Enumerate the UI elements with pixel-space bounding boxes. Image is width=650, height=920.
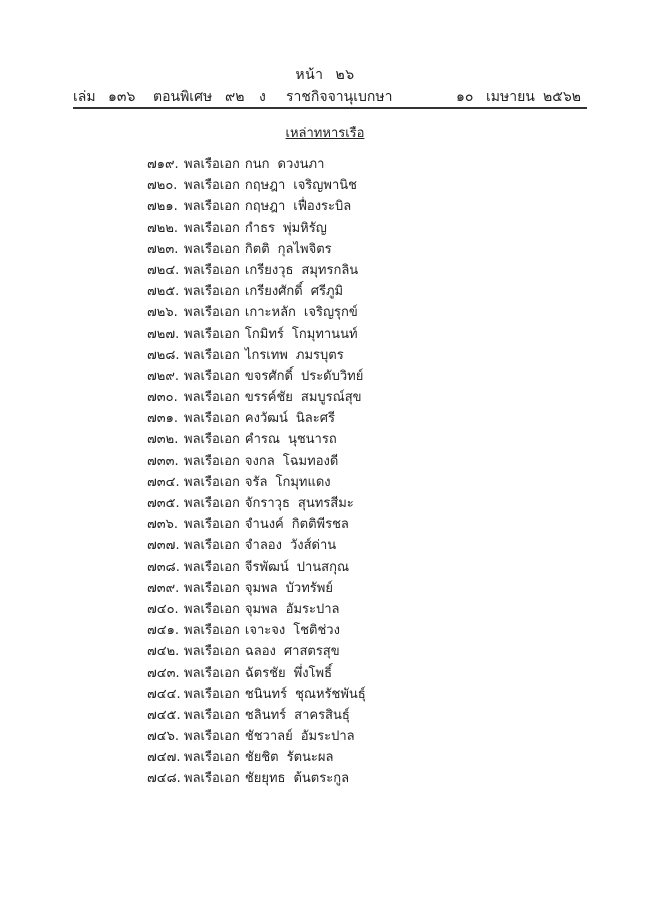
entry-last-name: วังส์ด่าน bbox=[289, 538, 337, 554]
entry-last-name: เฟื่องระบิล bbox=[293, 199, 352, 215]
date-day: ๑๐ bbox=[456, 89, 474, 105]
entry-number: ๗๒๓. bbox=[147, 241, 179, 257]
entry-rank: พลเรือเอก bbox=[184, 665, 240, 681]
entry-first-name: จรัล bbox=[244, 474, 268, 490]
list-item bbox=[147, 641, 366, 662]
entry-number: ๗๓๓. bbox=[147, 453, 179, 469]
list-item bbox=[147, 366, 366, 387]
list-item bbox=[147, 429, 366, 450]
entry-number: ๗๔๑. bbox=[147, 623, 179, 639]
section-letter: ง bbox=[259, 89, 266, 105]
entry-rank: พลเรือเอก bbox=[184, 241, 240, 257]
entry-rank: พลเรือเอก bbox=[184, 729, 240, 745]
publication-name: ราชกิจจานุเบกษา bbox=[286, 89, 393, 105]
list-item bbox=[147, 684, 366, 705]
entry-rank: พลเรือเอก bbox=[184, 496, 240, 511]
section-number: ๙๒ bbox=[225, 89, 245, 105]
entry-last-name: ต้นตระกูล bbox=[293, 771, 350, 787]
entry-first-name: กฤษฎา bbox=[244, 178, 286, 194]
entry-first-name: ชัยยุทธ bbox=[244, 771, 286, 787]
list-item bbox=[147, 663, 366, 684]
list-item bbox=[147, 514, 366, 535]
entry-first-name: จักราวุธ bbox=[244, 496, 290, 511]
entry-last-name: สาครสินธุ์ bbox=[294, 707, 350, 723]
entry-last-name: ศรีภูมิ bbox=[310, 284, 344, 300]
entry-number: ๗๓๙. bbox=[147, 580, 180, 596]
entry-rank: พลเรือเอก bbox=[184, 220, 240, 236]
entry-last-name: ปานสกุณ bbox=[296, 559, 350, 575]
entry-number: ๗๔๗. bbox=[147, 750, 181, 766]
entry-rank: พลเรือเอก bbox=[184, 750, 240, 766]
entry-first-name: ฉัตรชัย bbox=[244, 665, 286, 681]
entry-rank: พลเรือเอก bbox=[184, 644, 240, 660]
entry-rank: พลเรือเอก bbox=[184, 390, 240, 406]
entry-first-name: เกาะหลัก bbox=[244, 305, 296, 321]
entry-last-name: โกมุทานนท์ bbox=[291, 326, 358, 342]
entry-last-name: โกมุทแดง bbox=[275, 474, 331, 490]
entry-rank: พลเรือเอก bbox=[184, 178, 240, 194]
list-item bbox=[147, 557, 366, 578]
entry-last-name: ภมรบุตร bbox=[295, 347, 344, 363]
entry-rank: พลเรือเอก bbox=[184, 559, 240, 575]
entry-first-name: เกรียงวุธ bbox=[244, 262, 294, 278]
entry-first-name: ขจรศักดิ์ bbox=[244, 368, 293, 384]
entry-number: ๗๒๑. bbox=[147, 199, 178, 215]
page-number-value: ๒๖ bbox=[335, 67, 355, 83]
list-item bbox=[147, 535, 366, 556]
entry-number: ๗๒๕. bbox=[147, 284, 180, 300]
entry-last-name: พุ่มหิรัญ bbox=[283, 220, 327, 236]
volume-label: เล่ม bbox=[73, 89, 96, 105]
entry-rank: พลเรือเอก bbox=[184, 157, 240, 172]
entry-rank: พลเรือเอก bbox=[184, 199, 240, 215]
page-label: หน้า bbox=[295, 67, 324, 83]
list-item bbox=[147, 620, 366, 641]
entry-last-name: กิตติพีรชล bbox=[291, 517, 349, 533]
list-item bbox=[147, 472, 366, 493]
list-item bbox=[147, 281, 366, 302]
entry-first-name: เกรียงศักดิ์ bbox=[244, 284, 303, 300]
entry-rank: พลเรือเอก bbox=[184, 411, 240, 427]
list-item bbox=[147, 196, 366, 217]
entry-first-name: จุมพล bbox=[244, 601, 278, 617]
entry-last-name: โฉมทองดี bbox=[282, 453, 339, 469]
entry-rank: พลเรือเอก bbox=[184, 623, 240, 639]
entry-rank: พลเรือเอก bbox=[184, 284, 240, 300]
list-item bbox=[147, 599, 366, 620]
list-item bbox=[147, 387, 366, 408]
entry-number: ๗๒๙. bbox=[147, 368, 179, 384]
entry-first-name: จำลอง bbox=[244, 538, 282, 554]
entry-number: ๗๒๗. bbox=[147, 326, 180, 342]
list-item bbox=[147, 493, 366, 514]
entry-number: ๗๒๘. bbox=[147, 347, 180, 363]
list-item bbox=[147, 578, 366, 599]
entry-first-name: คำรณ bbox=[244, 432, 280, 448]
list-item bbox=[147, 218, 366, 239]
entry-number: ๗๑๙. bbox=[147, 157, 179, 172]
entry-rank: พลเรือเอก bbox=[184, 686, 240, 702]
entry-last-name: อัมระปาล bbox=[300, 729, 355, 745]
list-item bbox=[147, 451, 366, 472]
entry-last-name: ศาสตรสุข bbox=[283, 644, 340, 660]
entry-last-name: พึ่งโพธิ์ bbox=[293, 665, 333, 681]
entry-first-name: โกมิทร์ bbox=[244, 326, 284, 342]
entry-last-name: สุนทรสีมะ bbox=[297, 496, 354, 511]
entry-first-name: จำนงค์ bbox=[244, 517, 284, 533]
entry-last-name: ดวงนภา bbox=[277, 157, 325, 172]
entry-last-name: รัตนะผล bbox=[286, 750, 334, 766]
entry-last-name: อัมระปาล bbox=[285, 601, 340, 617]
list-item bbox=[147, 239, 366, 260]
list-item bbox=[147, 747, 366, 768]
entry-number: ๗๒๔. bbox=[147, 262, 180, 278]
entry-first-name: กฤษฎา bbox=[244, 199, 286, 215]
entry-rank: พลเรือเอก bbox=[184, 453, 240, 469]
list-item bbox=[147, 175, 366, 196]
volume-number: ๑๓๖ bbox=[108, 89, 136, 105]
entry-rank: พลเรือเอก bbox=[184, 326, 240, 342]
entry-first-name: กิตติ bbox=[244, 241, 270, 257]
entry-number: ๗๓๕. bbox=[147, 496, 180, 511]
entry-rank: พลเรือเอก bbox=[184, 368, 240, 384]
entry-first-name: ชัชวาลย์ bbox=[244, 729, 293, 745]
entry-number: ๗๔๔. bbox=[147, 686, 181, 702]
entry-first-name: จีรพัฒน์ bbox=[244, 559, 289, 575]
list-item bbox=[147, 302, 366, 323]
entry-number: ๗๔๓. bbox=[147, 665, 180, 681]
entry-first-name: กำธร bbox=[244, 220, 275, 236]
entry-number: ๗๓๑. bbox=[147, 411, 179, 427]
date-month: เมษายน bbox=[486, 89, 535, 105]
entry-rank: พลเรือเอก bbox=[184, 707, 240, 723]
entry-last-name: เจริญพานิช bbox=[293, 178, 357, 194]
list-item bbox=[147, 324, 366, 345]
section-title: เหล่าทหารเรือ bbox=[285, 126, 365, 141]
entry-number: ๗๒๐. bbox=[147, 178, 178, 194]
entry-rank: พลเรือเอก bbox=[184, 262, 240, 278]
entry-number: ๗๓๘. bbox=[147, 559, 180, 575]
list-item bbox=[147, 705, 366, 726]
entry-first-name: ไกรเทพ bbox=[244, 347, 288, 363]
entry-last-name: นิละศรี bbox=[295, 411, 335, 427]
entry-last-name: ชุณหรัชพันธุ์ bbox=[295, 686, 366, 702]
entry-number: ๗๓๗. bbox=[147, 538, 180, 554]
entry-rank: พลเรือเอก bbox=[184, 538, 240, 554]
list-item bbox=[147, 154, 366, 175]
entry-number: ๗๓๐. bbox=[147, 390, 178, 406]
entry-number: ๗๒๒. bbox=[147, 220, 179, 236]
entry-number: ๗๔๕. bbox=[147, 707, 181, 723]
entry-number: ๗๓๒. bbox=[147, 432, 179, 448]
entry-first-name: คงวัฒน์ bbox=[244, 411, 288, 427]
entry-first-name: ขรรค์ชัย bbox=[244, 390, 293, 406]
entry-rank: พลเรือเอก bbox=[184, 305, 240, 321]
entry-rank: พลเรือเอก bbox=[184, 474, 240, 490]
entry-rank: พลเรือเอก bbox=[184, 580, 240, 596]
list-item bbox=[147, 768, 366, 789]
page-number bbox=[0, 64, 650, 86]
entry-first-name: ชนินทร์ bbox=[244, 686, 288, 702]
date-year: ๒๕๖๒ bbox=[543, 89, 581, 105]
entry-first-name: ฉลอง bbox=[244, 644, 276, 660]
entry-last-name: สมุทรกลิน bbox=[301, 262, 359, 278]
section-label: ตอนพิเศษ bbox=[153, 89, 213, 105]
list-item bbox=[147, 260, 366, 281]
entry-last-name: นุชนารถ bbox=[287, 432, 337, 448]
entry-last-name: กุลไพจิตร bbox=[277, 241, 332, 257]
entry-number: ๗๔๒. bbox=[147, 644, 180, 660]
list-item bbox=[147, 345, 366, 366]
entry-last-name: บัวทรัพย์ bbox=[285, 580, 333, 596]
entry-first-name: จุมพล bbox=[244, 580, 278, 596]
entry-number: ๗๔๖. bbox=[147, 729, 179, 745]
entry-rank: พลเรือเอก bbox=[184, 347, 240, 363]
entry-rank: พลเรือเอก bbox=[184, 771, 240, 787]
name-list bbox=[147, 154, 366, 790]
entry-first-name: กนก bbox=[244, 157, 270, 172]
entry-last-name: โชติช่วง bbox=[293, 623, 340, 639]
entry-number: ๗๔๘. bbox=[147, 771, 181, 787]
entry-first-name: ชลินทร์ bbox=[244, 707, 287, 723]
entry-number: ๗๓๖. bbox=[147, 517, 179, 533]
entry-first-name: เจาะจง bbox=[244, 623, 286, 639]
entry-number: ๗๔๐. bbox=[147, 601, 179, 617]
entry-last-name: สมบูรณ์สุข bbox=[300, 390, 362, 406]
entry-rank: พลเรือเอก bbox=[184, 517, 240, 533]
entry-first-name: จงกล bbox=[244, 453, 275, 469]
entry-number: ๗๒๖. bbox=[147, 305, 178, 321]
document-header bbox=[73, 86, 587, 106]
entry-rank: พลเรือเอก bbox=[184, 432, 240, 448]
header-rule bbox=[73, 107, 587, 109]
entry-number: ๗๓๔. bbox=[147, 474, 180, 490]
list-item bbox=[147, 408, 366, 429]
entry-rank: พลเรือเอก bbox=[184, 601, 240, 617]
entry-last-name: ประดับวิทย์ bbox=[300, 368, 364, 384]
entry-first-name: ชัยชิต bbox=[244, 750, 279, 766]
entry-last-name: เจริญรุกข์ bbox=[303, 305, 358, 321]
list-item bbox=[147, 726, 366, 747]
